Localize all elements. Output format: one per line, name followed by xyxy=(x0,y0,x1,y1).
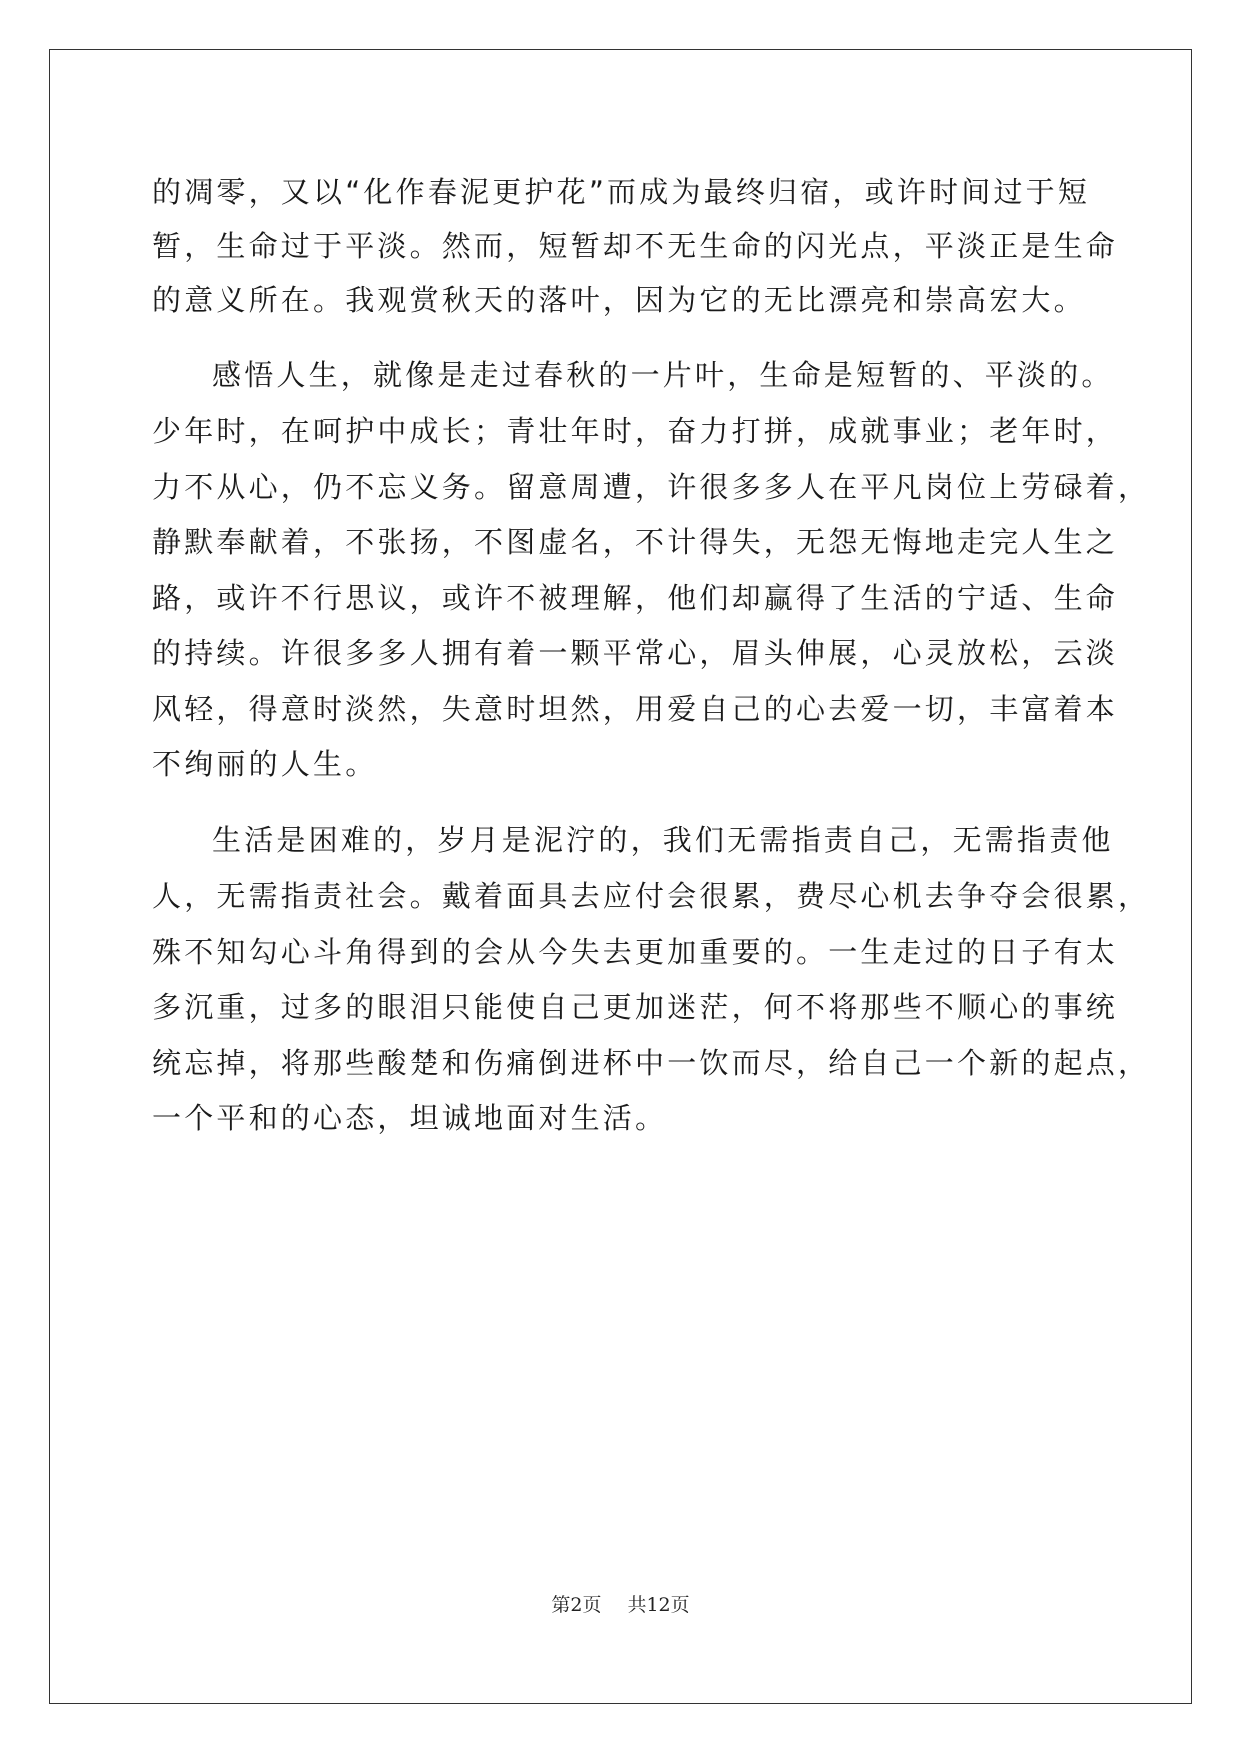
paragraph-start-line: 生活是困难的，岁月是泥泞的，我们无需指责自己，无需指责他 xyxy=(212,823,1114,857)
text-line: 暂，生命过于平淡。然而，短暂却不无生命的闪光点，平淡正是生命 xyxy=(152,229,1119,263)
text-line: 的意义所在。我观赏秋天的落叶，因为它的无比漂亮和崇高宏大。 xyxy=(152,283,1086,317)
paragraph-start-line: 感悟人生，就像是走过春秋的一片叶，生命是短暂的、平淡的。 xyxy=(212,358,1114,392)
text-line: 少年时，在呵护中成长；青壮年时，奋力打拼，成就事业；老年时， xyxy=(152,414,1119,448)
text-line: 一个平和的心态，坦诚地面对生活。 xyxy=(152,1101,668,1135)
text-line: 不绚丽的人生。 xyxy=(152,747,378,781)
text-line: 风轻，得意时淡然，失意时坦然，用爱自己的心去爱一切，丰富着本 xyxy=(152,692,1119,726)
text-line: 静默奉献着，不张扬，不图虚名，不计得失，无怨无悔地走完人生之 xyxy=(152,525,1119,559)
text-line: 多沉重，过多的眼泪只能使自己更加迷茫，何不将那些不顺心的事统 xyxy=(152,990,1119,1024)
text-line: 的持续。许很多多人拥有着一颗平常心，眉头伸展，心灵放松，云淡 xyxy=(152,636,1119,670)
text-line: 殊不知勾心斗角得到的会从今失去更加重要的。一生走过的日子有太 xyxy=(152,935,1119,969)
text-line: 人，无需指责社会。戴着面具去应付会很累，费尽心机去争夺会很累， xyxy=(152,879,1151,913)
page-footer xyxy=(0,1590,1241,1617)
text-line: 力不从心，仍不忘义务。留意周遭，许很多多人在平凡岗位上劳碌着， xyxy=(152,470,1151,504)
text-line: 统忘掉，将那些酸楚和伤痛倒进杯中一饮而尽，给自己一个新的起点， xyxy=(152,1046,1151,1080)
text-line: 路，或许不行思议，或许不被理解，他们却赢得了生活的宁适、生命 xyxy=(152,581,1119,615)
text-line: 的凋零，又以“化作春泥更护花”而成为最终归宿，或许时间过于短 xyxy=(152,175,1091,209)
total-pages: 共12页 xyxy=(627,1594,690,1616)
page-number: 第2页 xyxy=(551,1594,602,1616)
